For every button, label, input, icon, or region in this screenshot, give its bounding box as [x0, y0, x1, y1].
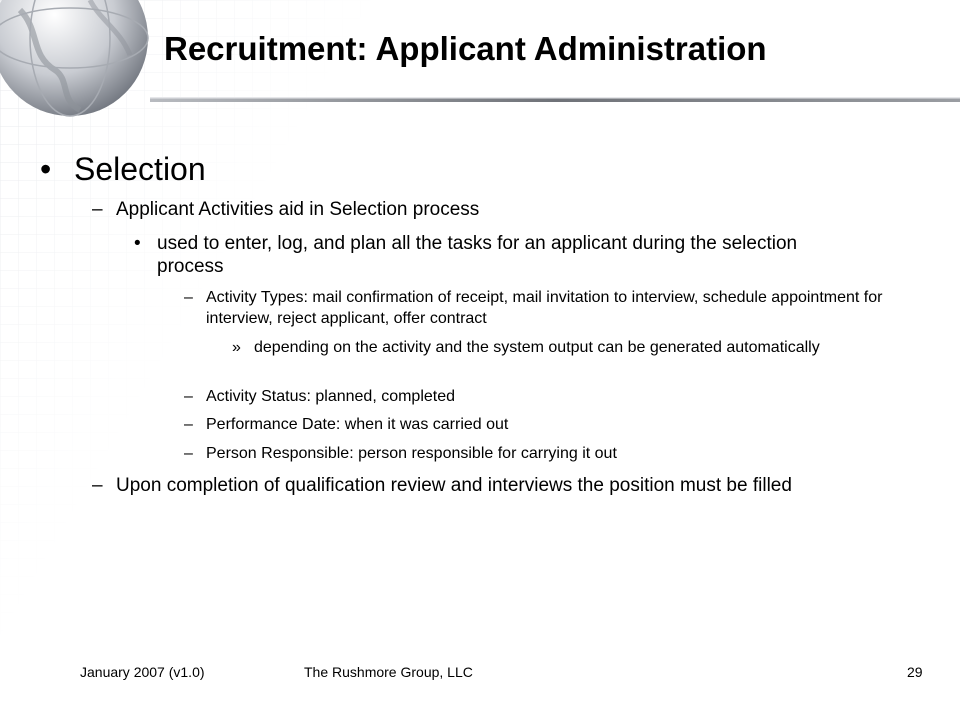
bullet-marker: •: [134, 233, 141, 254]
bullet-text: depending on the activity and the system output can be generated automatically: [254, 339, 820, 356]
dash-marker: –: [184, 416, 193, 433]
bullet-text: Selection: [74, 151, 206, 187]
dash-marker: –: [92, 475, 103, 496]
footer-date: January 2007 (v1.0): [80, 664, 205, 680]
bullet-text: used to enter, log, and plan all the tasks for an applicant during the selection process: [157, 233, 798, 277]
title-underline: [150, 96, 960, 104]
footer-page-number: 29: [907, 664, 923, 680]
guillemet-marker: »: [232, 339, 241, 356]
bullet-text: Performance Date: when it was carried out: [206, 416, 509, 433]
dash-marker: –: [184, 388, 193, 405]
dash-marker: –: [184, 445, 193, 462]
bullet-marker: •: [40, 151, 52, 187]
footer-company: The Rushmore Group, LLC: [304, 664, 473, 680]
dash-marker: –: [184, 289, 193, 306]
globe-logo-icon: [0, 0, 150, 125]
bullet-text: Applicant Activities aid in Selection process: [116, 199, 480, 220]
bullet-text: Activity Types: mail confirmation of receipt, mail invitation to interview, schedule appointment for interview, reject applicant, offer contract: [206, 289, 883, 327]
bullet-text: Upon completion of qualification review and interviews the position must be filled: [116, 475, 792, 496]
slide-title: Recruitment: Applicant Administration: [164, 30, 767, 67]
dash-marker: –: [92, 199, 103, 220]
bullet-text: Activity Status: planned, completed: [206, 388, 456, 405]
bullet-text: Person Responsible: person responsible for carrying it out: [206, 445, 617, 462]
